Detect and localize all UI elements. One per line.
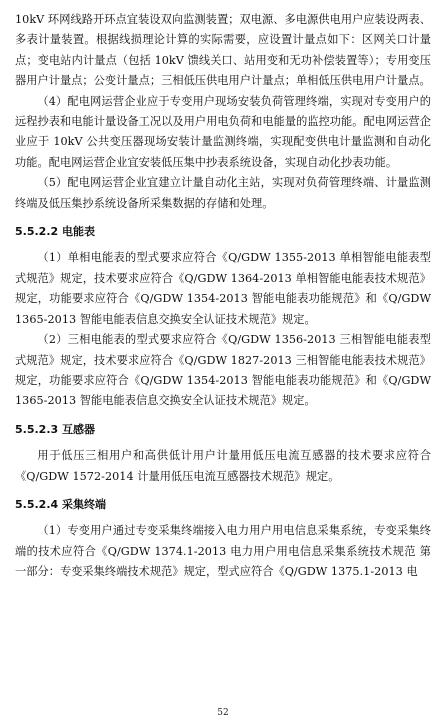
paragraph-body: （1）单相电能表的型式要求应符合《Q/GDW 1355-2013 单相智能电能表型式规范》规定，技术要求应符合《Q/GDW 1364-2013 单相智能电能表技术规范》规定，功能要求应符合《Q/GDW 1354-2013 智能电能表功能规范》和《Q/GDW 1365-2013 智能电能表信息交换安全认证技术规范》规定。 bbox=[15, 251, 431, 326]
paragraph-body: 用于低压三相用户和高供低计用户计量用低压电流互感器的技术要求应符合《Q/GDW 1572-2014 计量用低压电流互感器技术规范》规定。 bbox=[15, 449, 431, 483]
paragraph-body: 10kV 环网线路开环点宜装设双向监测装置；双电源、多电源供电用户应装设两表、多表计量装置。根据线损理论计算的实际需要，应设置计量点如下：区网关口计量点；变电站内计量点（包括 10kV 馈线关口、站用变和无功补偿装置等）；专用变压器用户计量点；公变计量点；三相低压供电用户计量点；单相低压供电用户计量点。 bbox=[15, 13, 431, 88]
section-heading-acquisition-terminal: 5.5.2.4 采集终端 bbox=[15, 497, 106, 511]
paragraph-body: （4）配电网运营企业应于专变用户现场安装负荷管理终端，实现对专变用户的远程抄表和电能计量设备工况以及用户用电负荷和电能量的监控功能。配电网运营企业应于 10kV 公共变压器现场安装计量监测终端，实现配变供电计量监测和自动化功能。配电网运营企业宜安装低压集中抄表系统设备，实现自动化抄表功能。 bbox=[15, 94, 431, 169]
paragraph-body: （1）专变用户通过专变采集终端接入电力用户用电信息采集系统，专变采集终端的技术应符合《Q/GDW 1374.1-2013 电力用户用电信息采集系统技术规范 第一部分：专变采集终端技术规范》规定，型式应符合《Q/GDW 1375.1-2013 电 bbox=[15, 524, 431, 579]
paragraph-body: （5）配电网运营企业宜建立计量自动化主站，实现对负荷管理终端、计量监测终端及低压集抄系统设备所采集数据的存储和处理。 bbox=[15, 176, 431, 210]
page-number: 52 bbox=[217, 708, 229, 718]
section-heading-transformer: 5.5.2.3 互感器 bbox=[15, 422, 95, 436]
paragraph-body: （2）三相电能表的型式要求应符合《Q/GDW 1356-2013 三相智能电能表型式规范》规定，技术要求应符合《Q/GDW 1827-2013 三相智能电能表技术规范》规定，功能要求应符合《Q/GDW 1354-2013 智能电能表功能规范》和《Q/GDW 1365-2013 智能电能表信息交换安全认证技术规范》规定。 bbox=[15, 333, 431, 408]
section-heading-electric-meter: 5.5.2.2 电能表 bbox=[15, 225, 95, 239]
